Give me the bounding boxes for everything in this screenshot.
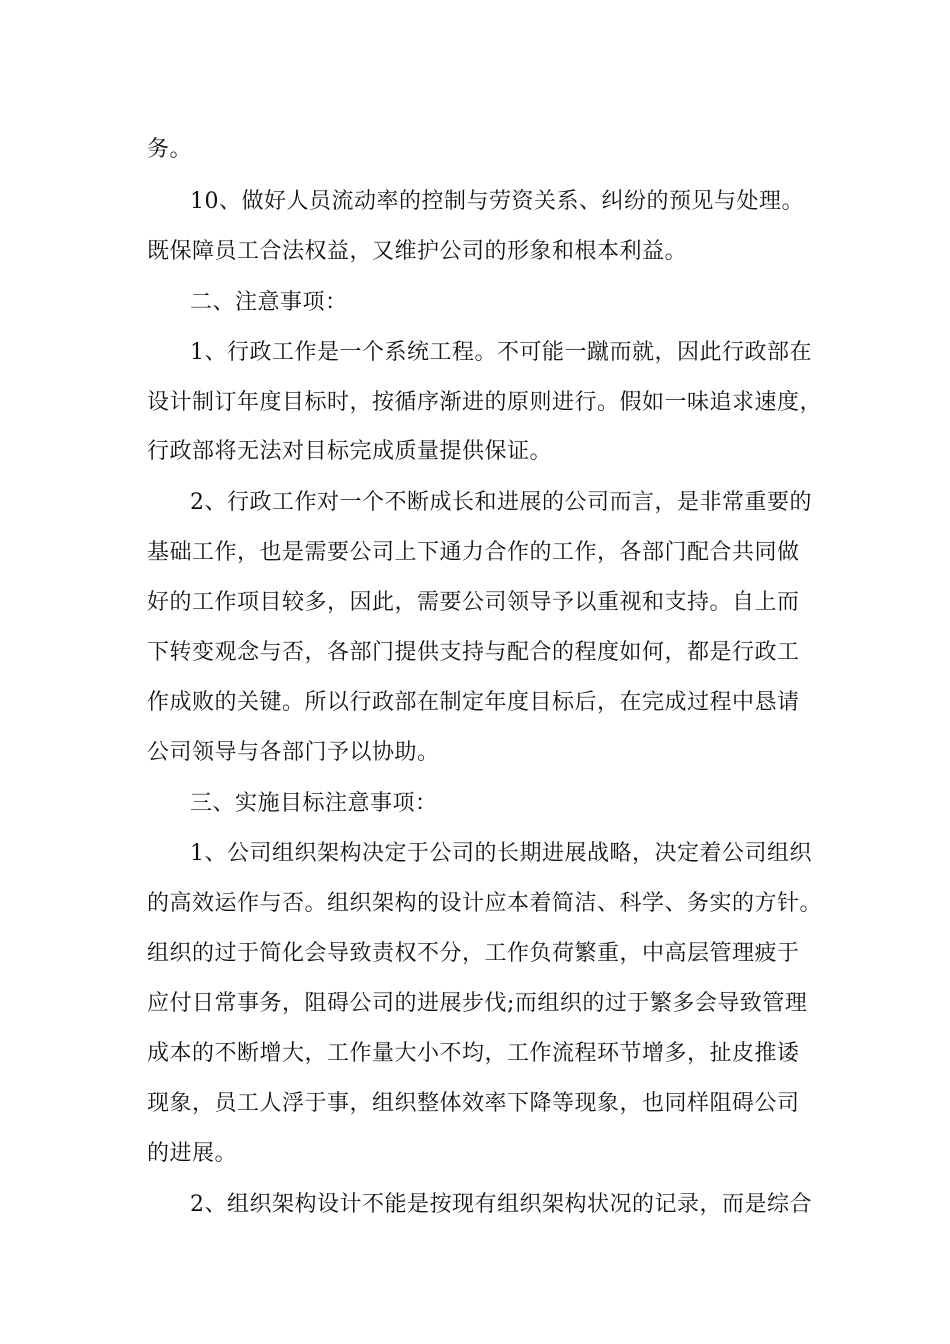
text-line: 好的工作项目较多，因此，需要公司领导予以重视和支持。自上而 [147, 590, 800, 615]
text-line: 的进展。 [147, 1141, 238, 1166]
text-line: 既保障员工合法权益，又维护公司的形象和根本利益。 [147, 239, 688, 264]
text-line: 现象，员工人浮于事，组织整体效率下降等现象，也同样阻碍公司 [147, 1091, 800, 1116]
text-line: 应付日常事务，阻碍公司的进展步伐;而组织的过于繁多会导致管理 [147, 991, 808, 1016]
text-line: 设计制订年度目标时，按循序渐进的原则进行。假如一味追求速度， [147, 390, 823, 415]
text-line: 10、做好人员流动率的控制与劳资关系、纠纷的预见与处理。 [190, 189, 804, 214]
text-line: 1、公司组织架构决定于公司的长期进展战略，决定着公司组织 [190, 841, 812, 866]
text-line: 基础工作，也是需要公司上下通力合作的工作，各部门配合共同做 [147, 540, 800, 565]
text-line: 组织的过于简化会导致责权不分，工作负荷繁重，中高层管理疲于 [147, 941, 800, 966]
text-line: 成本的不断增大，工作量大小不均，工作流程环节增多，扯皮推诿 [147, 1041, 800, 1066]
text-line: 公司领导与各部门予以协助。 [147, 740, 440, 765]
text-line: 的高效运作与否。组织架构的设计应本着简洁、科学、务实的方针。 [147, 891, 823, 916]
section-heading: 三、实施目标注意事项： [190, 791, 438, 816]
text-line: 下转变观念与否，各部门提供支持与配合的程度如何，都是行政工 [147, 640, 800, 665]
text-line: 行政部将无法对目标完成质量提供保证。 [147, 439, 553, 464]
text-line: 2、组织架构设计不能是按现有组织架构状况的记录，而是综合 [190, 1192, 812, 1217]
text-line: 1、行政工作是一个系统工程。不可能一蹴而就，因此行政部在 [190, 340, 812, 365]
text-line: 务。 [147, 137, 193, 162]
text-line: 2、行政工作对一个不断成长和进展的公司而言，是非常重要的 [190, 490, 812, 515]
text-line: 作成败的关键。所以行政部在制定年度目标后，在完成过程中恳请 [147, 690, 800, 715]
section-heading: 二、注意事项： [190, 290, 348, 315]
